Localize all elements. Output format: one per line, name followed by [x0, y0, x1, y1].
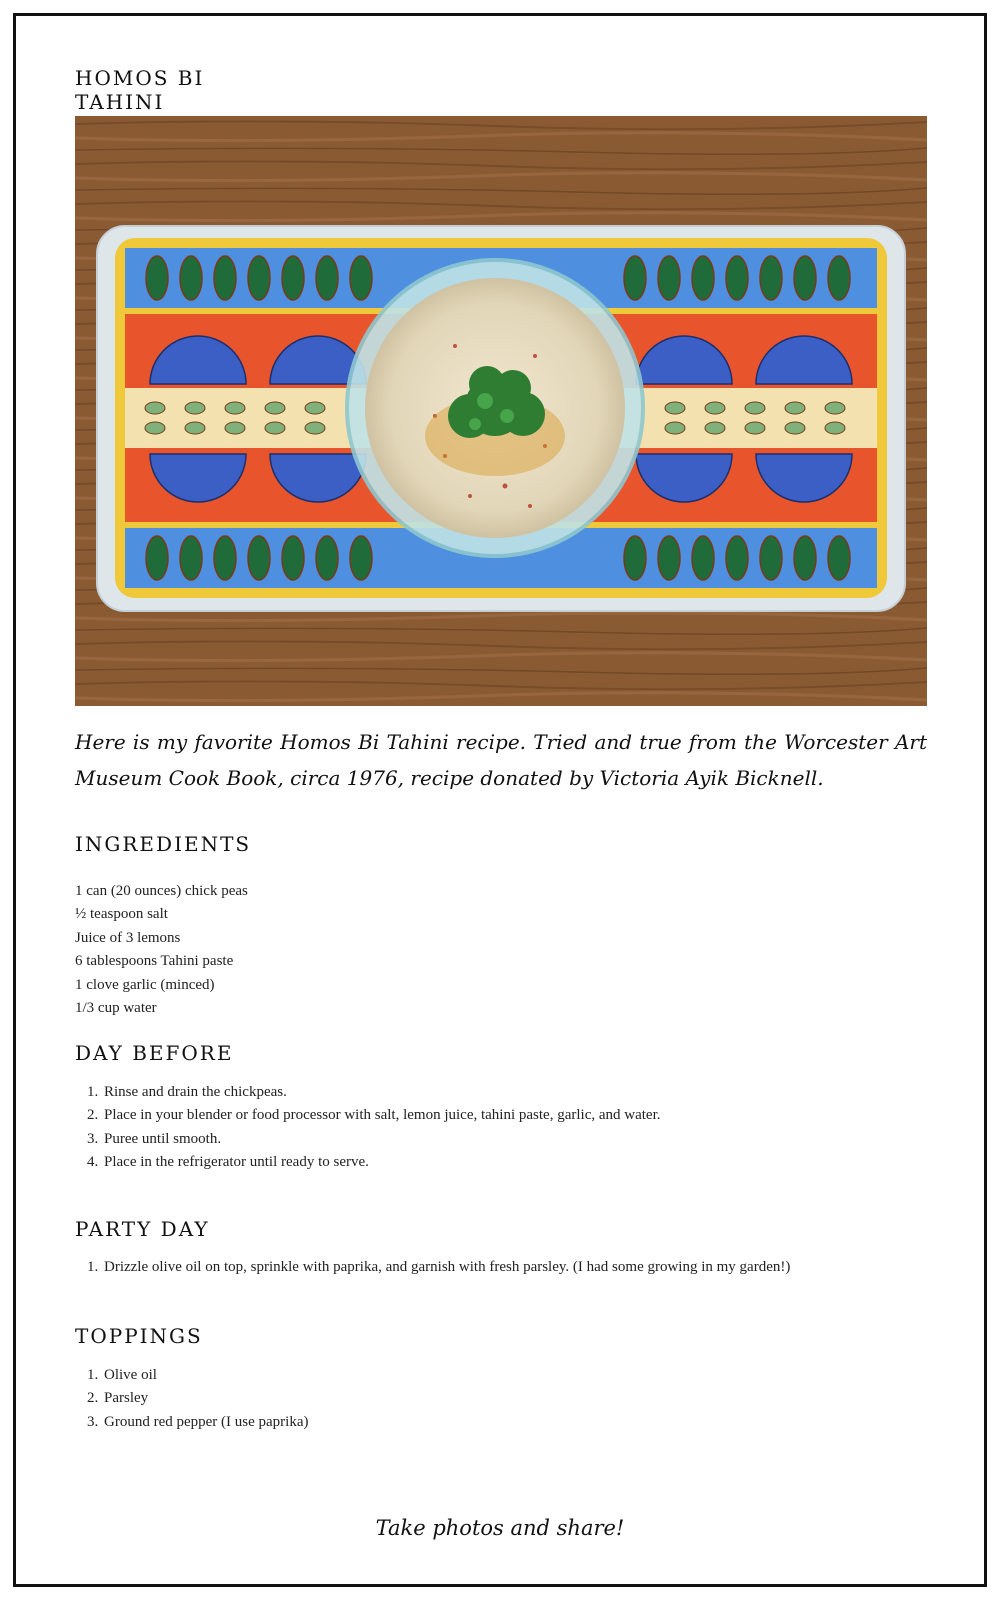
- toppings-list: [75, 1364, 309, 1434]
- intro-paragraph: Here is my favorite Homos Bi Tahini recipe. Tried and true from the Worcester Art Museum Cook Book, circa 1976, recipe donated by Victoria Ayik Bicknell.: [75, 730, 927, 790]
- recipe-card: [16, 16, 984, 1584]
- footer-tagline: Take photos and share!: [375, 1516, 625, 1540]
- list-item: 1 clove garlic (minced): [75, 976, 215, 993]
- list-item: 1. Drizzle olive oil on top, sprinkle with paprika, and garnish with fresh parsley. (I had some growing in my garden!): [102, 1256, 790, 1279]
- ingredients-heading: INGREDIENTS: [75, 832, 252, 856]
- list-item: 1/3 cup water: [75, 1000, 157, 1017]
- toppings-heading: TOPPINGS: [75, 1324, 203, 1348]
- day-before-steps: [75, 1081, 661, 1175]
- hummus-platter-image: [75, 116, 927, 706]
- list-item: 2. Parsley: [102, 1387, 309, 1410]
- day-before-heading: DAY BEFORE: [75, 1041, 234, 1065]
- list-item: ½ teaspoon salt: [75, 906, 168, 923]
- list-item: 6 tablespoons Tahini paste: [75, 953, 234, 970]
- list-item: 3. Ground red pepper (I use paprika): [102, 1411, 309, 1434]
- list-item: 1 can (20 ounces) chick peas: [75, 883, 248, 899]
- party-day-heading: PARTY DAY: [75, 1217, 210, 1241]
- list-item: Juice of 3 lemons: [75, 929, 181, 946]
- list-item: 1. Olive oil: [102, 1364, 309, 1387]
- page-frame: [13, 13, 987, 1587]
- list-item: 2. Place in your blender or food processor with salt, lemon juice, tahini paste, garlic, and water.: [102, 1104, 661, 1127]
- list-item: 3. Puree until smooth.: [102, 1128, 661, 1151]
- ingredients-list: [75, 880, 248, 1020]
- list-item: 1. Rinse and drain the chickpeas.: [102, 1081, 661, 1104]
- page-title: HOMOS BI TAHINI: [75, 66, 293, 122]
- recipe-photo: [75, 116, 927, 706]
- list-item: 4. Place in the refrigerator until ready to serve.: [102, 1151, 661, 1174]
- party-day-steps: [75, 1256, 790, 1279]
